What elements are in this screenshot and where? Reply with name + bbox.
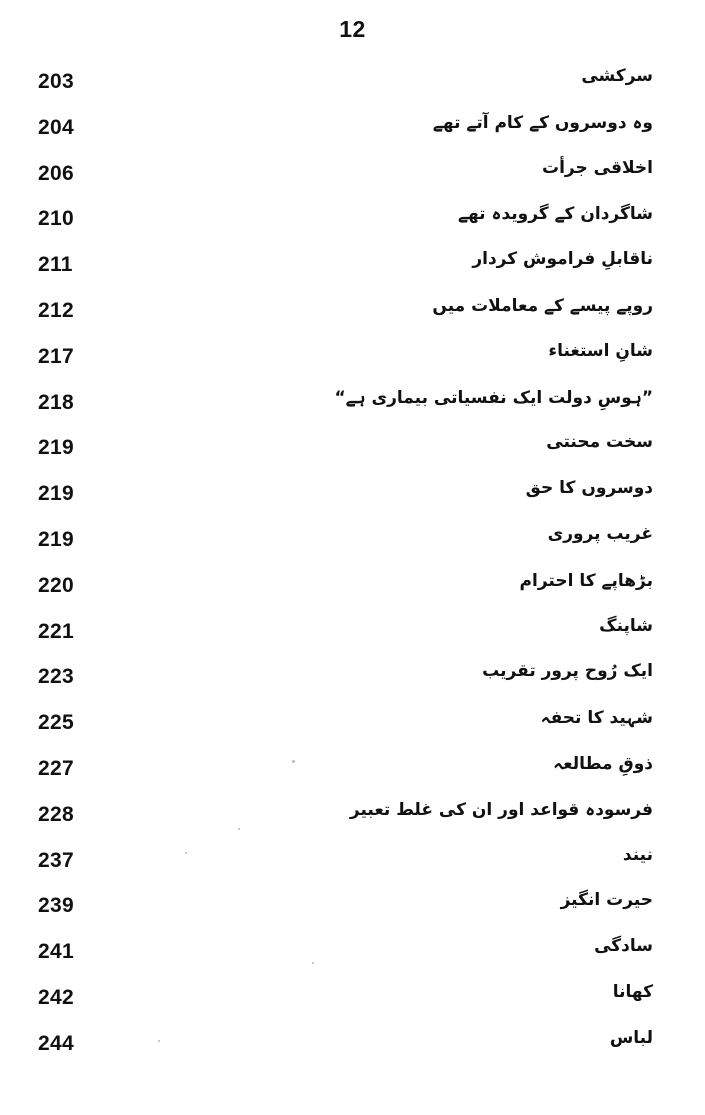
toc-entry [0,522,705,568]
toc-entry [0,797,705,843]
toc-entry [0,293,705,339]
toc-page-number: 219 [38,527,74,551]
toc-title: حیرت انگیز [560,890,653,911]
toc-page-number: 227 [38,756,74,780]
toc-entry [0,659,705,705]
toc-entry [0,339,705,385]
toc-title: سخت محنتی [546,432,653,453]
toc-entry [0,843,705,889]
toc-page-number: 217 [38,344,74,368]
toc-page-number: 239 [38,894,74,918]
toc-entry [0,934,705,980]
toc-title: دوسروں کا حق [525,478,653,499]
toc-title: سرکشی [581,66,653,86]
toc-page-number: 241 [38,940,74,964]
toc-title: ایک رُوح پرور تقریب [482,661,653,682]
toc-title: شہید کا تحفہ [540,708,653,729]
toc-page-number: 223 [38,665,74,689]
toc-entry [0,476,705,522]
toc-entry [0,64,705,110]
toc-title: ناقابلِ فراموش کردار [472,249,653,270]
toc-entry [0,705,705,751]
scan-speck [292,760,295,763]
toc-title: شانِ استغناء [548,340,653,361]
toc-entry [0,430,705,476]
toc-entry [0,1026,705,1072]
toc-page-number: 219 [38,436,74,460]
toc-entry [0,614,705,660]
toc-title: کھانا [612,981,653,1002]
toc-title: لباس [609,1027,653,1048]
toc-entry [0,110,705,156]
toc-page-number: 242 [38,985,74,1009]
toc-entry [0,888,705,934]
toc-page-number: 237 [38,848,74,872]
toc-entry [0,385,705,431]
toc-title: شاگردان کے گرویدہ تھے [458,204,653,225]
toc-page-number: 228 [38,802,74,826]
toc-page-number: 219 [38,482,74,506]
toc-page-number: 211 [38,253,73,277]
toc-entry [0,568,705,614]
toc-title: ذوقِ مطالعہ [553,753,653,774]
table-of-contents [0,64,705,1072]
scan-speck [158,1040,160,1042]
toc-title: اخلاقی جرأت [542,157,653,178]
toc-entry [0,247,705,293]
toc-page-number: 210 [38,207,74,231]
page-number: 12 [339,16,366,42]
toc-page-number: 220 [38,573,74,597]
toc-page-number: 225 [38,711,74,735]
toc-page-number: 212 [38,298,74,322]
toc-title: نیند [622,844,653,865]
toc-title: سادگی [594,936,653,957]
scan-speck [238,828,240,830]
toc-entry [0,751,705,797]
toc-title: شاپنگ [599,615,653,636]
toc-page-number: 244 [38,1031,74,1055]
toc-title: روپے پیسے کے معاملات میں [432,295,653,316]
toc-entry [0,980,705,1026]
toc-page-number: 218 [38,390,74,414]
toc-title: وہ دوسروں کے کام آتے تھے [432,112,653,133]
toc-page-number: 204 [38,115,74,139]
scan-speck [185,852,187,854]
toc-title: ”ہوسِ دولت ایک نفسیاتی بیماری ہے“ [334,387,653,408]
scan-speck [312,962,314,964]
toc-title: فرسودہ قواعد اور ان کی غلط تعبیر [349,799,653,820]
toc-title: بڑھاپے کا احترام [519,570,653,591]
toc-page-number: 203 [38,70,74,93]
toc-page-number: 221 [38,619,74,643]
toc-entry [0,201,705,247]
toc-title: غریب پروری [547,523,653,544]
toc-page-number: 206 [38,161,74,185]
toc-entry [0,156,705,202]
